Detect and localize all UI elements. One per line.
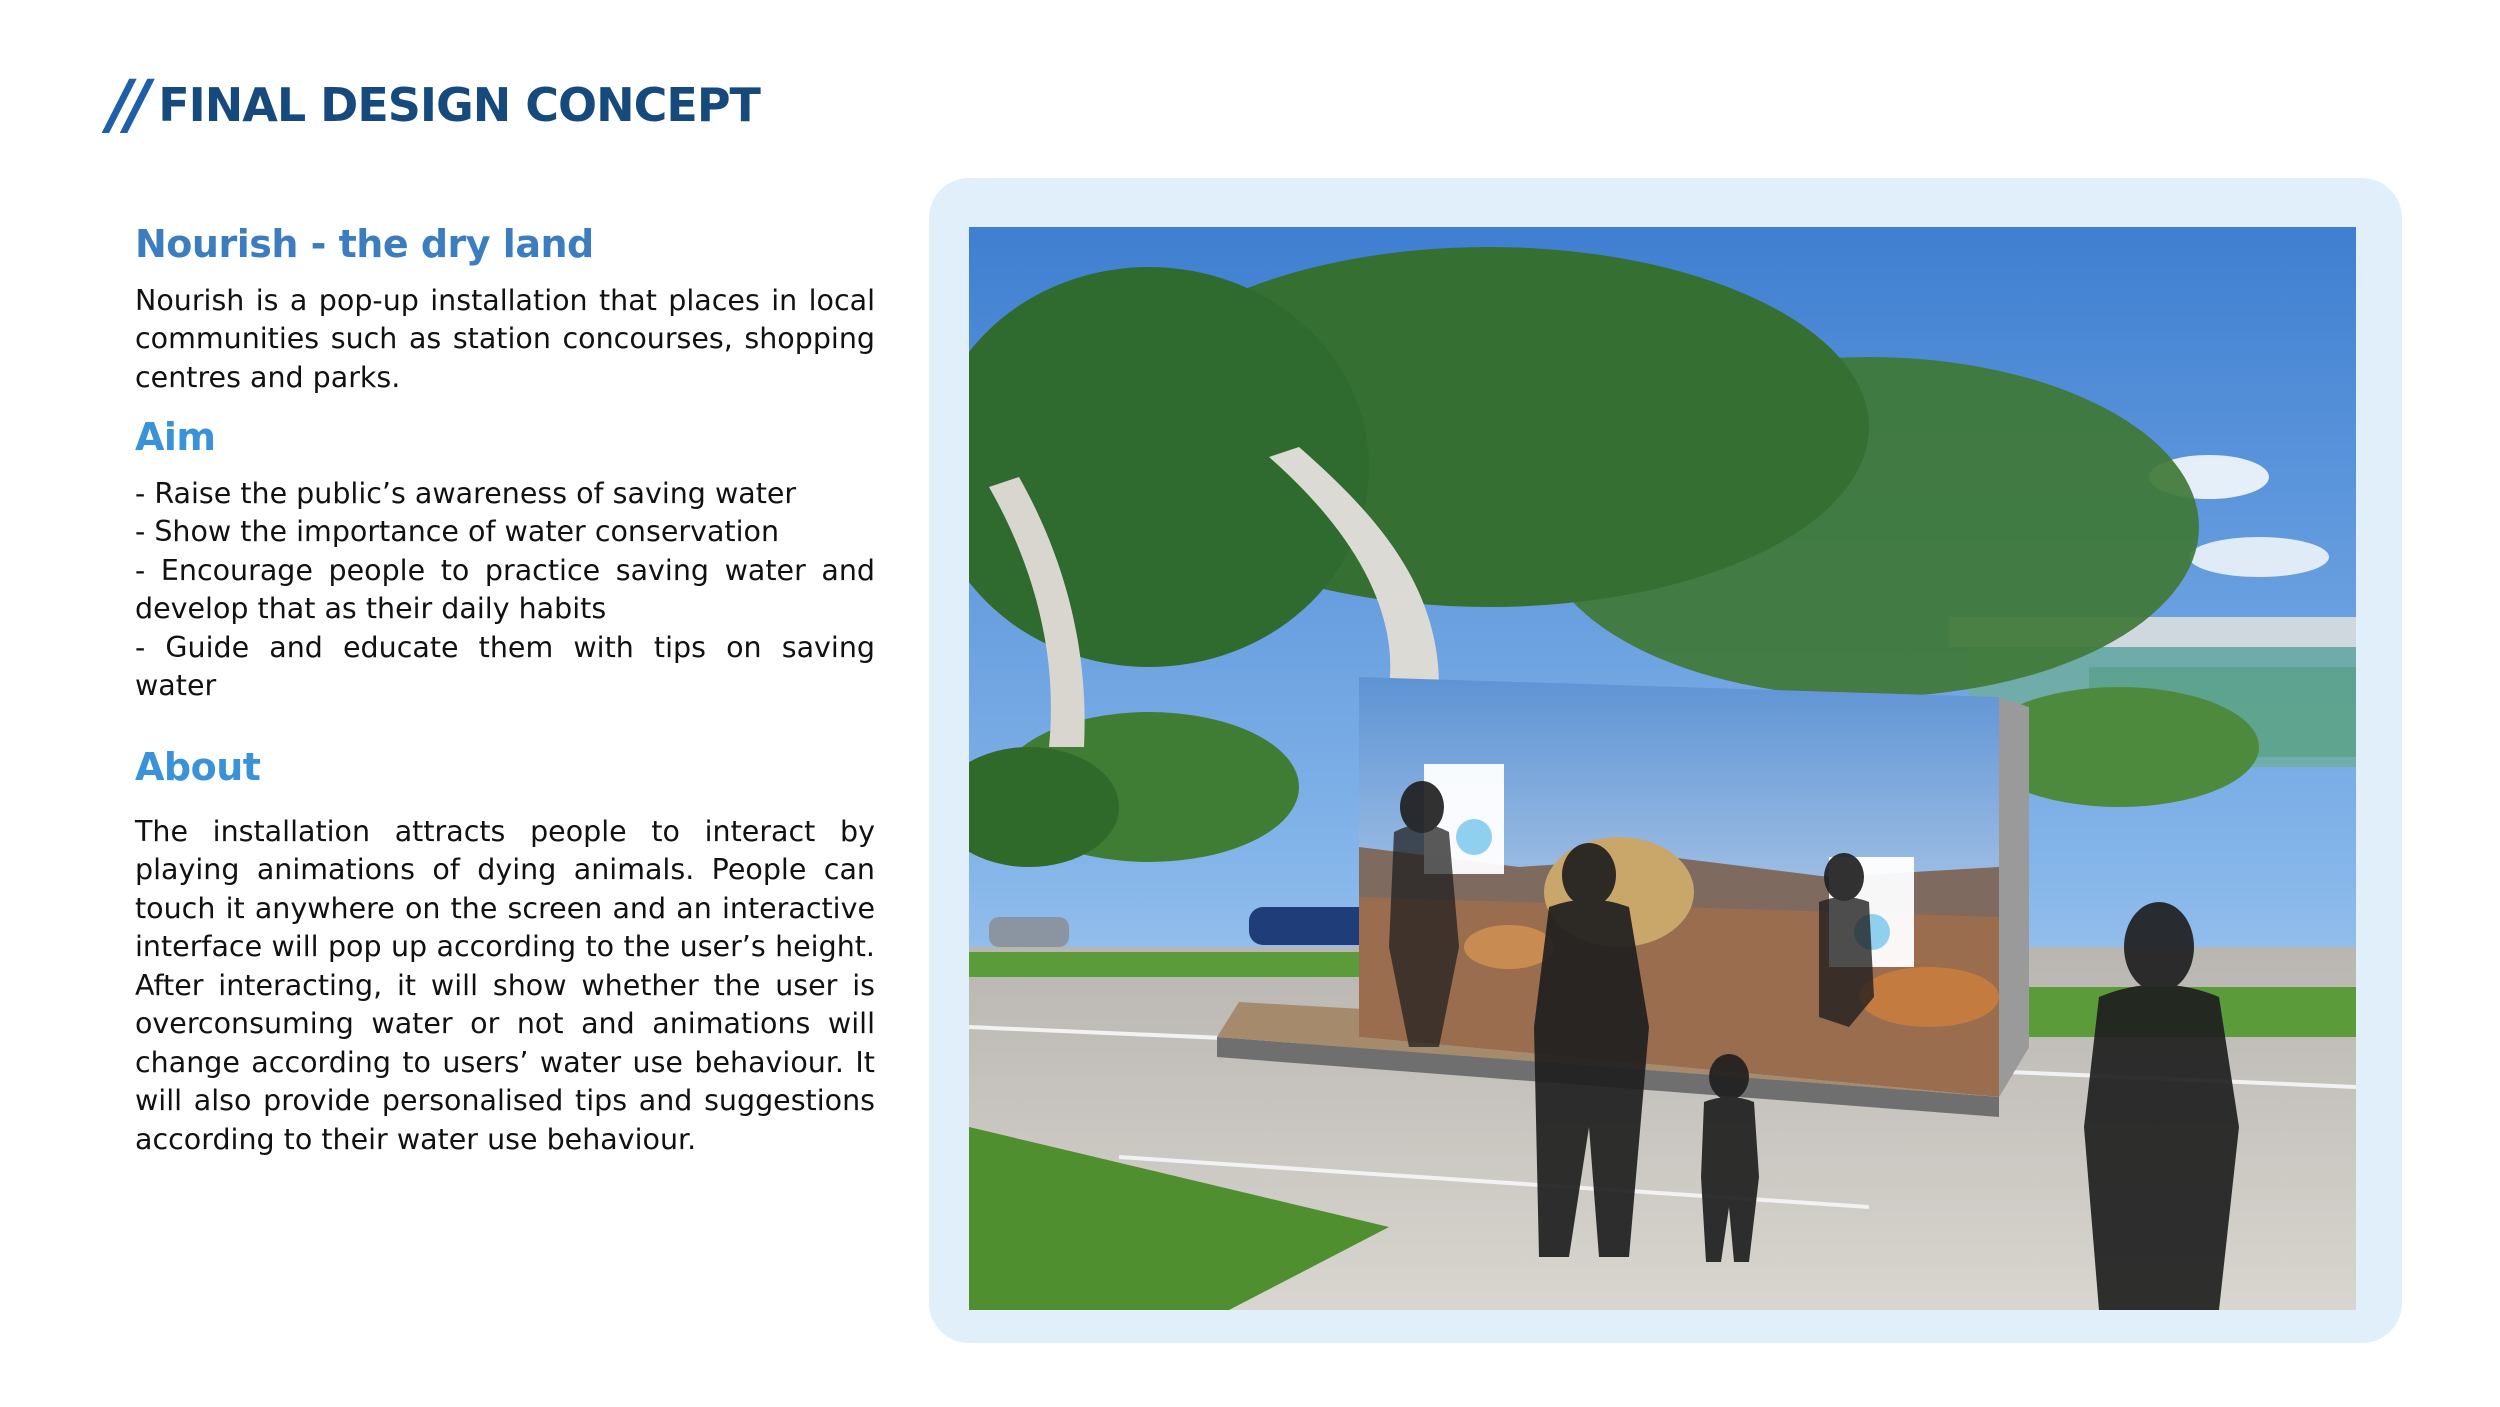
about-heading: About	[135, 745, 261, 789]
aim-list	[135, 475, 875, 706]
page-header	[108, 66, 760, 143]
nourish-description: Nourish is a pop-up installation that places in local communities such as station concourses, shopping centres and parks.	[135, 283, 875, 394]
page-title: FINAL DESIGN CONCEPT	[158, 78, 760, 132]
text-column	[135, 222, 875, 706]
about-description: The installation attracts people to interact by playing animations of dying animals. People can touch it anywhere on the screen and an interactive interface will pop up according to the user’s height. After interacting, it will show whether the user is overconsuming water or not and animations will change according to users’ water use behaviour. It will also provide personalised tips and suggestions according to their water use behaviour.	[135, 814, 875, 1156]
about-section	[135, 745, 875, 1159]
aim-item: - Encourage people to practice saving water and develop that as their daily habits	[135, 553, 875, 626]
aim-item: - Guide and educate them with tips on saving water	[135, 630, 875, 703]
aim-heading: Aim	[135, 415, 216, 460]
nourish-heading: Nourish - the dry land	[135, 222, 594, 266]
aim-item: - Show the importance of water conservation	[135, 515, 780, 549]
installation-rendering-image	[969, 227, 2356, 1310]
aim-item: - Raise the public’s awareness of saving water	[135, 476, 797, 510]
title-slashes: //	[108, 66, 145, 143]
